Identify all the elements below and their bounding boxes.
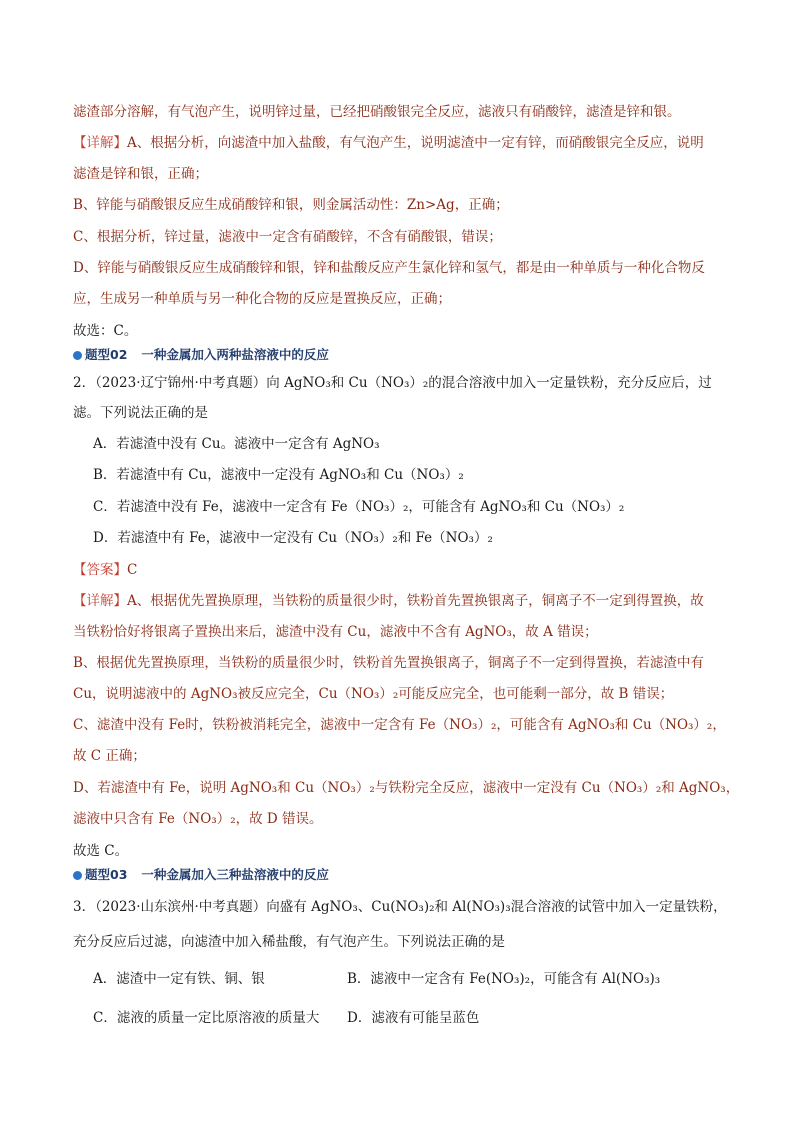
text-line: 故 C 正确； <box>73 748 146 764</box>
option-b: B．滤液中一定含有 Fe(NO₃)₂，可能含有 Al(NO₃)₃ <box>347 971 661 987</box>
text-line: D、锌能与硝酸银反应生成硝酸锌和银，锌和盐酸反应产生氯化锌和氢气，都是由一种单质与一种化合物反 <box>73 260 705 276</box>
text-span: A、根据优先置换原理，当铁粉的质量很少时，铁粉首先置换银离子，铜离子不一定到得置换，故 <box>127 593 704 609</box>
answer-tag: 【答案】 <box>73 562 127 578</box>
text-line: 故选 C。 <box>73 843 129 859</box>
question-stem: 充分反应后过滤，向滤渣中加入稀盐酸，有气泡产生。下列说法正确的是 <box>73 934 505 950</box>
text-line: B、锌能与硝酸银反应生成硝酸锌和银，则金属活动性：Zn>Ag，正确； <box>73 197 509 213</box>
text-line: C、根据分析，锌过量，滤液中一定含有硝酸锌，不含有硝酸银，错误； <box>73 229 502 245</box>
text-span: A、根据分析，向滤渣中加入盐酸，有气泡产生，说明滤渣中一定有锌，而硝酸银完全反应，说明 <box>127 135 704 151</box>
answer-value: C <box>127 562 138 578</box>
option-c: C．若滤渣中没有 Fe，滤液中一定含有 Fe（NO₃）₂，可能含有 AgNO₃和 Cu（NO₃）₂ <box>93 499 625 515</box>
question-stem: 3．（2023·山东滨州·中考真题）向盛有 AgNO₃、Cu(NO₃)₂和 Al(NO₃)₃混合溶液的试管中加入一定量铁粉， <box>73 899 727 915</box>
text-line <box>73 591 734 611</box>
answer-line <box>73 560 734 580</box>
option-a: A．滤渣中一定有铁、铜、银 <box>93 971 265 987</box>
option-b: B．若滤渣中有 Cu，滤液中一定没有 AgNO₃和 Cu（NO₃）₂ <box>93 467 464 483</box>
option-c: C．滤液的质量一定比原溶液的质量大 <box>93 1010 320 1026</box>
text-line: 当铁粉恰好将银离子置换出来后，滤渣中没有 Cu，滤液中不含有 AgNO₃，故 A 错误； <box>73 624 598 640</box>
section-label: 题型02 <box>85 347 128 362</box>
option-d: D．滤液有可能呈蓝色 <box>347 1010 480 1026</box>
detail-tag: 【详解】 <box>73 135 127 151</box>
option-row <box>93 969 734 989</box>
section-heading <box>73 866 329 884</box>
text-line: C、滤渣中没有 Fe时，铁粉被消耗完全，滤液中一定含有 Fe（NO₃）₂，可能含有 AgNO₃和 Cu（NO₃）₂， <box>73 717 726 733</box>
text-line: 故选：C。 <box>73 323 138 339</box>
option-row <box>93 1008 734 1028</box>
text-line: B、根据优先置换原理，当铁粉的质量很少时，铁粉首先置换银离子，铜离子不一定到得置换，若滤渣中有 <box>73 655 704 671</box>
text-line: D、若滤渣中有 Fe，说明 AgNO₃和 Cu（NO₃）₂与铁粉完全反应，滤液中一定没有 Cu（NO₃）₂和 AgNO₃， <box>73 780 740 796</box>
question-stem: 滤。下列说法正确的是 <box>73 405 208 421</box>
text-line: 滤渣是锌和银，正确； <box>73 166 208 182</box>
section-heading <box>73 346 329 364</box>
text-line: 滤液中只含有 Fe（NO₃）₂，故 D 错误。 <box>73 811 323 827</box>
text-line <box>73 133 734 153</box>
text-line: 滤渣部分溶解，有气泡产生，说明锌过量，已经把硝酸银完全反应，滤液只有硝酸锌，滤渣是锌和银。 <box>73 104 681 120</box>
location-pin-icon <box>73 351 82 360</box>
section-label: 题型03 <box>85 867 128 882</box>
section-title: 一种金属加入三种盐溶液中的反应 <box>141 867 329 882</box>
text-line: 应，生成另一种单质与另一种化合物的反应是置换反应，正确； <box>73 291 451 307</box>
location-pin-icon <box>73 871 82 880</box>
question-stem: 2．（2023·辽宁锦州·中考真题）向 AgNO₃和 Cu（NO₃）₂的混合溶液中加入一定量铁粉，充分反应后，过 <box>73 375 712 391</box>
section-title: 一种金属加入两种盐溶液中的反应 <box>141 347 329 362</box>
option-d: D．若滤渣中有 Fe，滤液中一定没有 Cu（NO₃）₂和 Fe（NO₃）₂ <box>93 530 493 546</box>
text-line: Cu，说明滤液中的 AgNO₃被反应完全，Cu（NO₃）₂可能反应完全，也可能剩一部分，故 B 错误； <box>73 686 674 702</box>
detail-tag: 【详解】 <box>73 593 127 609</box>
option-a: A．若滤渣中没有 Cu。滤液中一定含有 AgNO₃ <box>93 436 380 452</box>
